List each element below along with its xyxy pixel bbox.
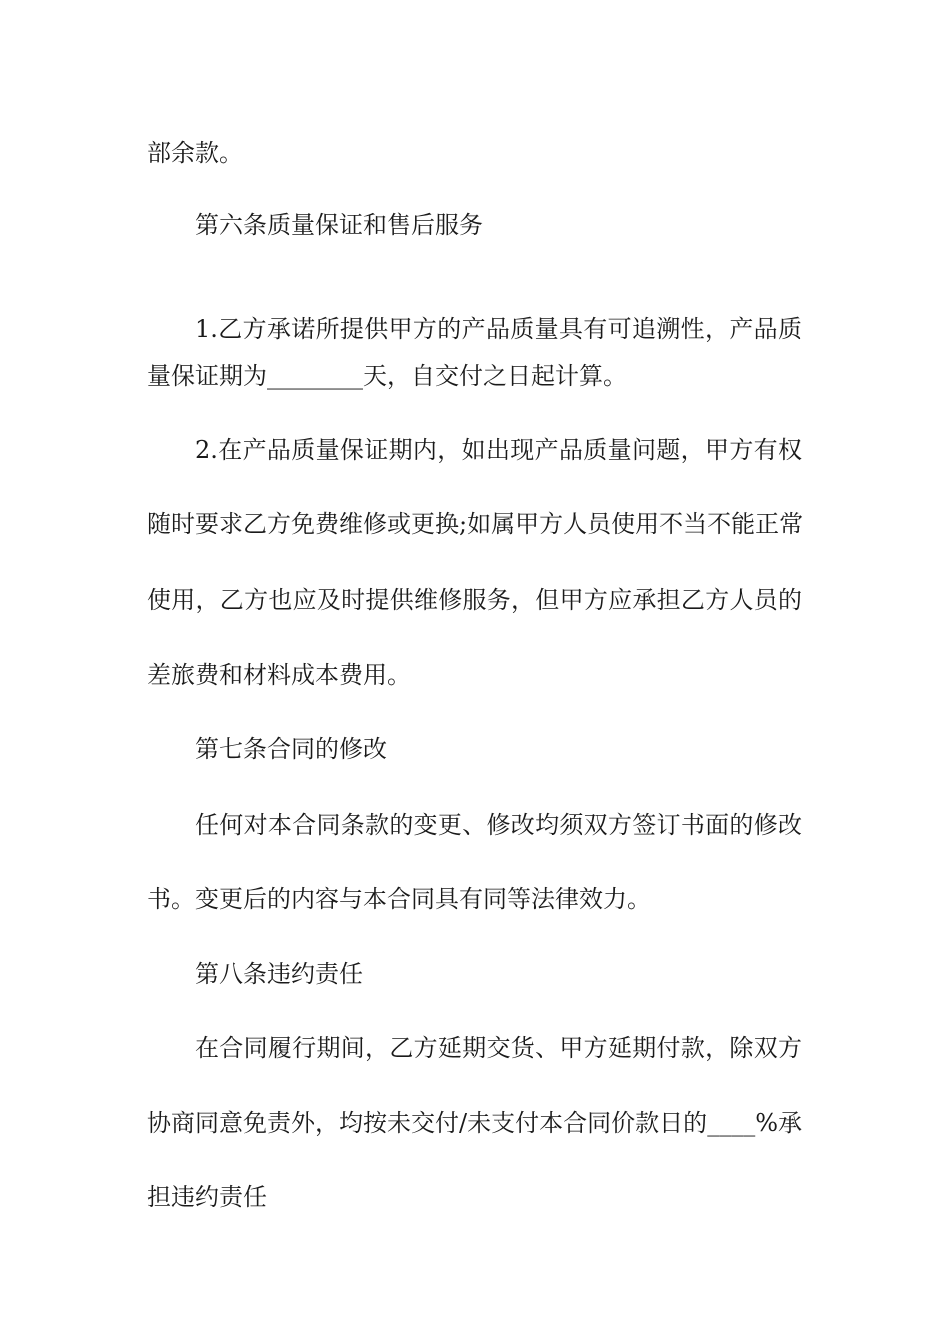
section-heading-article-8: 第八条违约责任 [195,960,363,988]
text-line-article-7-a: 任何对本合同条款的变更、修改均须双方签订书面的修改 [195,811,802,839]
text-line-article-8-b: 协商同意免责外，均按未交付/未支付本合同价款日的____%承 [147,1109,802,1137]
section-heading-article-6: 第六条质量保证和售后服务 [195,211,483,239]
text-line-article-7-b: 书。变更后的内容与本合同具有同等法律效力。 [147,885,651,913]
text-line-clause-6-2-a: 2.在产品质量保证期内，如出现产品质量问题，甲方有权 [195,436,802,464]
text-line-clause-6-2-b: 随时要求乙方免费维修或更换;如属甲方人员使用不当不能正常 [147,510,804,538]
text-line-clause-6-2-c: 使用，乙方也应及时提供维修服务，但甲方应承担乙方人员的 [147,586,802,614]
text-line-clause-6-2-d: 差旅费和材料成本费用。 [147,661,411,689]
text-line-article-8-a: 在合同履行期间，乙方延期交货、甲方延期付款，除双方 [195,1034,802,1062]
section-heading-article-7: 第七条合同的修改 [195,735,387,763]
text-line-clause-6-1-a: 1.乙方承诺所提供甲方的产品质量具有可追溯性，产品质 [195,315,802,343]
text-line-article-8-c: 担违约责任 [147,1183,267,1211]
text-line-clause-6-1-b: 量保证期为________天，自交付之日起计算。 [147,362,627,390]
text-line-remaining-payment: 部余款。 [147,139,243,167]
